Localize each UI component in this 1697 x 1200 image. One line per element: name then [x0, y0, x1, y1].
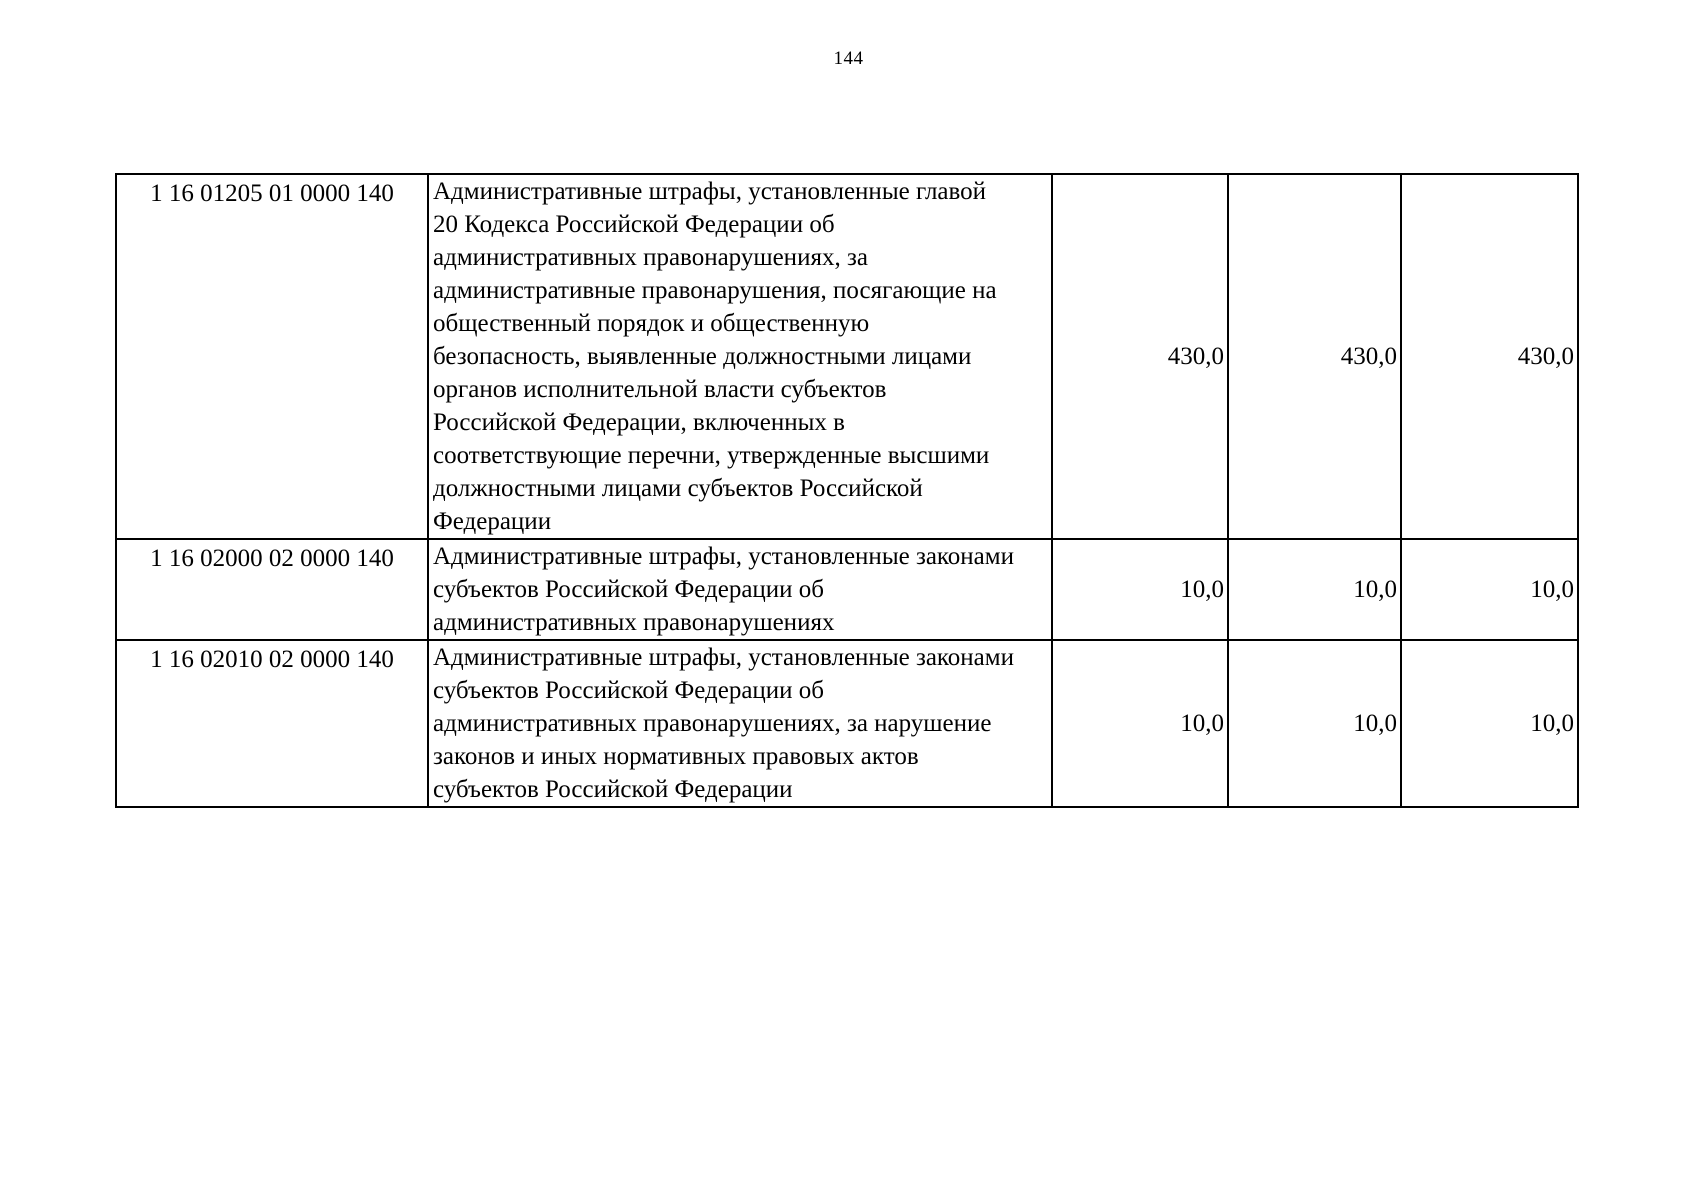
value-cell-3: 430,0 — [1401, 174, 1578, 539]
value-cell-1: 10,0 — [1052, 640, 1228, 807]
name-line: субъектов Российской Федерации об — [433, 677, 825, 704]
table-row — [116, 174, 1578, 539]
budget-code-cell: 1 16 01205 01 0000 140 — [116, 174, 428, 539]
name-line: Административные штрафы, установленные законами — [433, 543, 1014, 570]
name-line: субъектов Российской Федерации — [433, 776, 793, 803]
name-line: безопасность, выявленные должностными лицами — [433, 343, 972, 370]
name-line: административных правонарушениях, за — [433, 244, 868, 271]
value-cell-1: 10,0 — [1052, 539, 1228, 640]
name-line: административные правонарушения, посягающие на — [433, 277, 997, 304]
revenue-name-cell — [428, 640, 1052, 807]
name-line: Административные штрафы, установленные главой — [433, 178, 987, 205]
budget-revenue-table — [115, 173, 1579, 808]
name-line: общественный порядок и общественную — [433, 310, 870, 337]
value-cell-3: 10,0 — [1401, 640, 1578, 807]
name-line: Федерации — [433, 508, 552, 535]
value-cell-1: 430,0 — [1052, 174, 1228, 539]
table-row — [116, 640, 1578, 807]
name-line: соответствующие перечни, утвержденные высшими — [433, 442, 990, 469]
name-line: Административные штрафы, установленные законами — [433, 644, 1014, 671]
name-line: Российской Федерации, включенных в — [433, 409, 845, 436]
budget-code-cell: 1 16 02000 02 0000 140 — [116, 539, 428, 640]
table-row — [116, 539, 1578, 640]
value-cell-2: 10,0 — [1228, 539, 1401, 640]
name-line: административных правонарушениях, за нарушение — [433, 710, 992, 737]
page-number: 144 — [833, 48, 864, 69]
revenue-name-cell — [428, 539, 1052, 640]
value-cell-2: 10,0 — [1228, 640, 1401, 807]
name-line: должностными лицами субъектов Российской — [433, 475, 923, 502]
name-line: административных правонарушениях — [433, 609, 835, 636]
value-cell-3: 10,0 — [1401, 539, 1578, 640]
name-line: субъектов Российской Федерации об — [433, 576, 825, 603]
name-line: органов исполнительной власти субъектов — [433, 376, 887, 403]
name-line: законов и иных нормативных правовых актов — [433, 743, 919, 770]
budget-code-cell: 1 16 02010 02 0000 140 — [116, 640, 428, 807]
name-line: 20 Кодекса Российской Федерации об — [433, 211, 835, 238]
value-cell-2: 430,0 — [1228, 174, 1401, 539]
revenue-name-cell — [428, 174, 1052, 539]
